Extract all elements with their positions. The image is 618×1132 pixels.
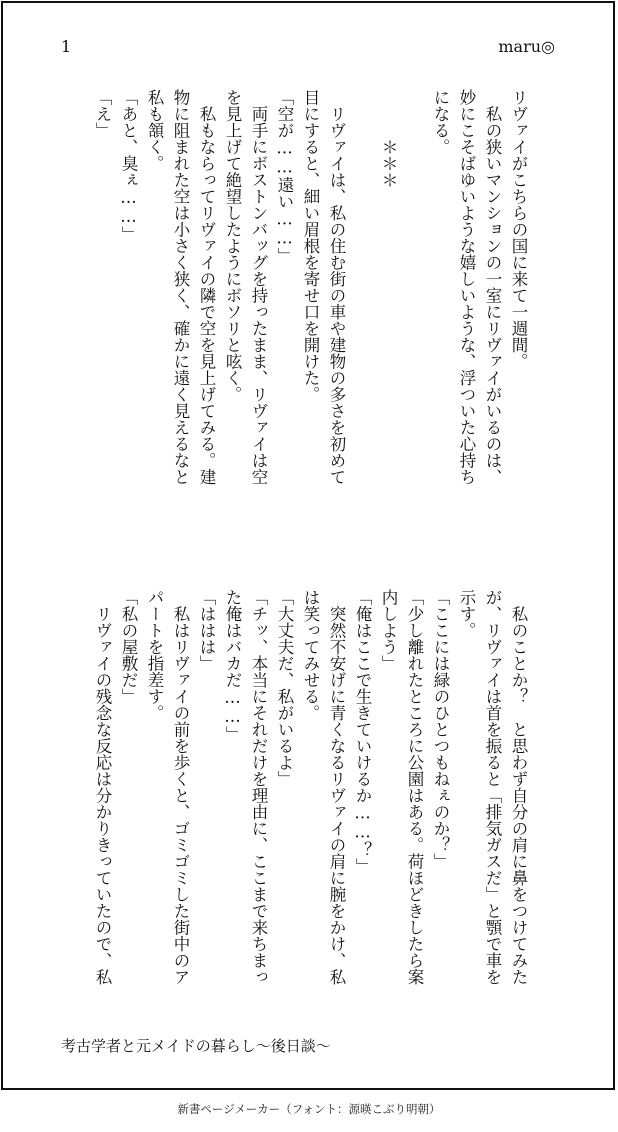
text-line: 物に阻まれた空は小さく狭く、確かに遠く見えるなと: [171, 89, 190, 485]
text-line: パートを指差す。: [145, 589, 164, 721]
text-line: た俺はバカだ……」: [223, 589, 242, 743]
text-line: は笑ってみせる。: [301, 589, 320, 721]
text-line: [349, 89, 375, 561]
text-line: リヴァイがこちらの国に来て一週間。: [509, 89, 528, 370]
text-line: が、リヴァイは首を振ると「排気ガスだ」と顎で車を: [483, 589, 502, 985]
text-line: 私も頷く。: [145, 89, 164, 172]
text-line: リヴァイは、私の住む街の車や建物の多さを初めて: [327, 89, 346, 485]
text-line: 両手にボストンバッグを持ったまま、リヴァイは空: [249, 89, 268, 485]
page-number: 1: [61, 37, 72, 56]
text-line: 突然不安げに青くなるリヴァイの肩に腕をかけ、私: [327, 589, 346, 985]
text-line: 「ここには緑のひとつもねぇのか？」: [431, 589, 450, 870]
text-line: [401, 89, 427, 561]
text-line: 「俺はここで生きていけるか……？」: [353, 589, 372, 875]
text-line: 「私の屋敷だ」: [119, 589, 138, 705]
text-column-bottom: [79, 589, 531, 1009]
text-line: リヴァイの残念な反応は分かりきっていたので、私: [93, 589, 112, 985]
book-title: 考古学者と元メイドの暮らし〜後日談〜: [61, 1037, 331, 1055]
book-page: [1, 1, 615, 1090]
text-line: 私もならってリヴァイの隣で空を見上げてみる。建: [197, 89, 216, 485]
text-line: 内しよう」: [379, 589, 398, 672]
text-line: 私のことか？ と思わず自分の肩に鼻をつけてみた: [509, 589, 528, 985]
text-line: 「空が……遠い……」: [275, 89, 294, 264]
text-line: 私はリヴァイの前を歩くと、ゴミゴミした街中のア: [171, 589, 190, 985]
text-line: になる。: [431, 89, 450, 155]
text-column-top: [79, 89, 531, 561]
text-line: を見上げて絶望したようにボソリと呟く。: [223, 89, 242, 403]
text-line: 「え」: [93, 89, 112, 139]
author-name: maru◎: [498, 37, 555, 56]
text-line: 示す。: [457, 589, 476, 639]
text-line: ＊＊＊: [379, 89, 398, 188]
text-line: 目にすると、細い眉根を寄せ口を開けた。: [301, 89, 320, 403]
text-line: 「ははは」: [197, 589, 216, 672]
text-line: 「大丈夫だ、私がいるよ」: [275, 589, 294, 787]
text-line: 「あと、臭ぇ……」: [119, 89, 138, 243]
text-line: 「少し離れたところに公園はある。荷ほどきしたら案: [405, 589, 424, 985]
text-line: 「チッ、本当にそれだけを理由に、ここまで来ちまっ: [249, 589, 268, 985]
text-line: 妙にこそばゆいような嬉しいような、浮ついた心持ち: [457, 89, 476, 485]
credit-line: 新書ページメーカー（フォント：源暎こぶり明朝）: [177, 1102, 441, 1116]
text-line: 私の狭いマンションの一室にリヴァイがいるのは、: [483, 89, 502, 485]
